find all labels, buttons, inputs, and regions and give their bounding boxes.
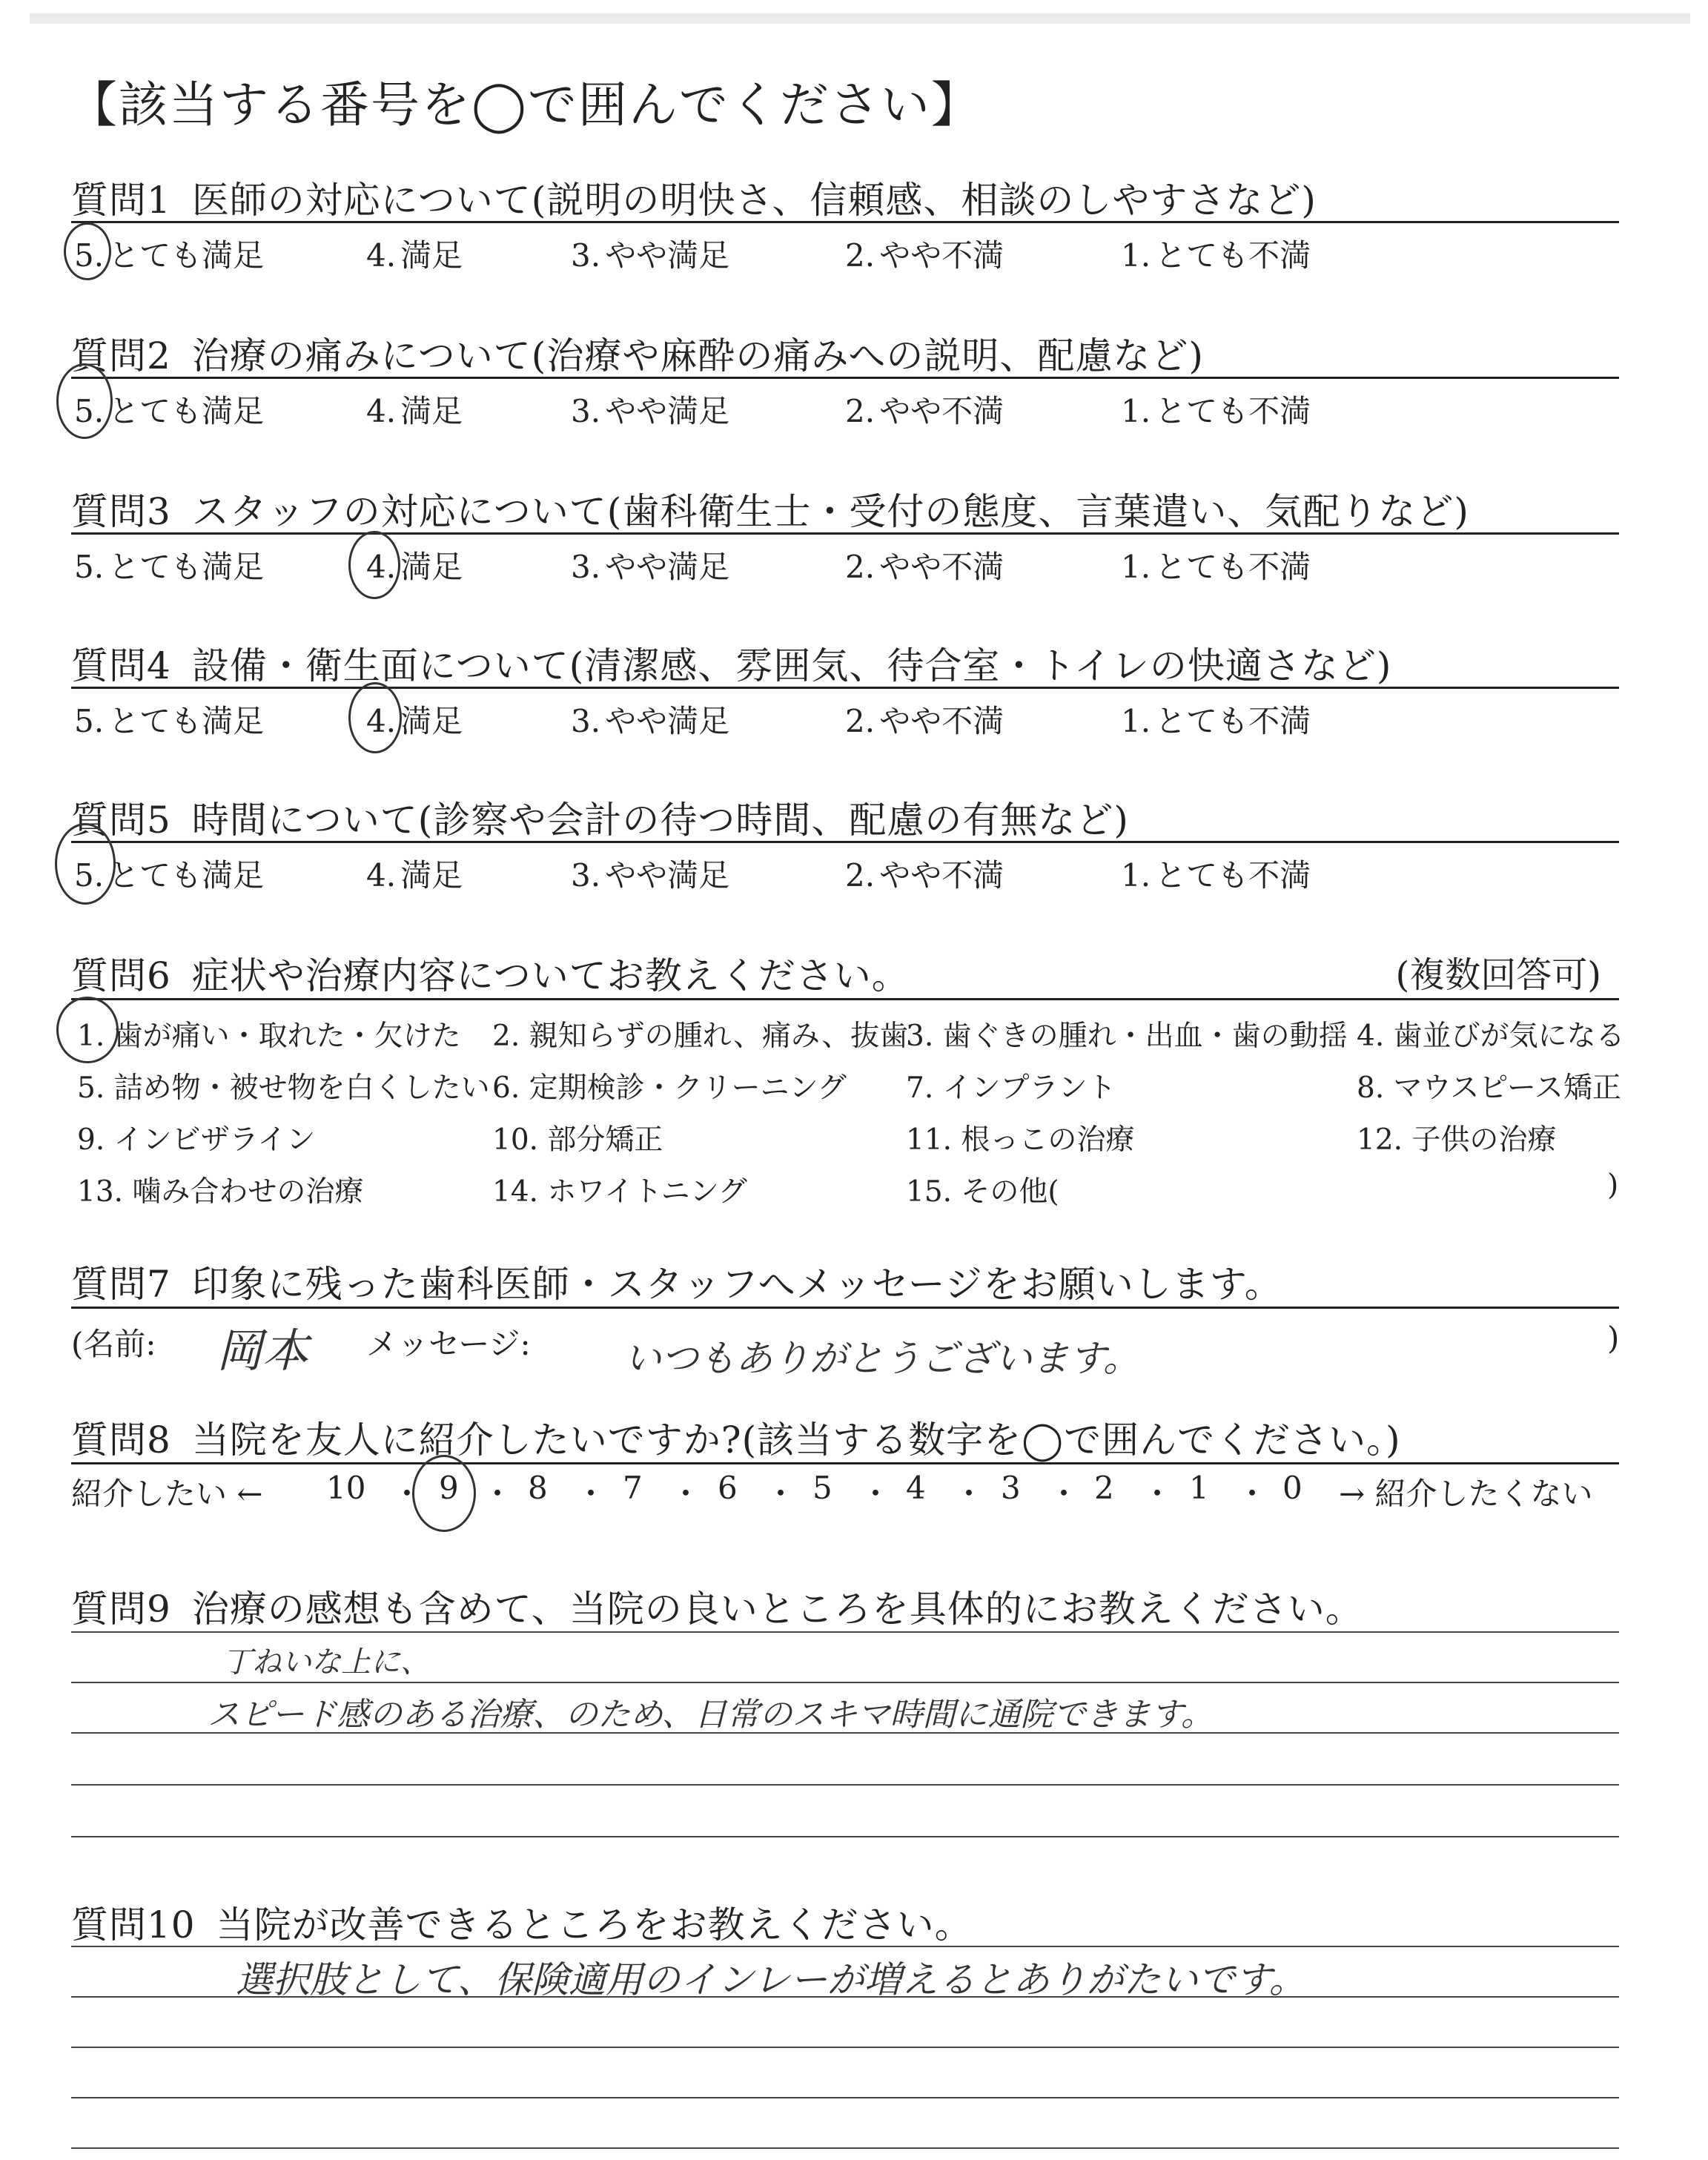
scale-number-1[interactable]: 1 [1189, 1470, 1209, 1506]
q6-option[interactable]: 10. 部分矯正 [492, 1123, 663, 1157]
q6-option[interactable]: 7. インプラント [906, 1071, 1116, 1105]
q2-option-2[interactable]: 2. やや不満 [845, 393, 1004, 429]
question-text: 医師の対応について(説明の明快さ、信頼感、相談のしやすさなど) [191, 179, 1317, 222]
selected-circle-q1 [64, 222, 111, 280]
answer-line [71, 1836, 1619, 1837]
scale-separator: ・ [953, 1476, 985, 1512]
question-label: 質問1 [71, 179, 171, 222]
q3-option-2[interactable]: 2. やや不満 [845, 549, 1004, 585]
q5-option-1[interactable]: 1. とても不満 [1121, 857, 1311, 894]
question-6 [71, 946, 910, 1000]
rule-line [71, 1307, 1619, 1309]
q5-option-2[interactable]: 2. やや不満 [845, 857, 1004, 894]
selected-circle-q3 [348, 531, 400, 599]
answer-line [71, 1784, 1619, 1786]
answer-line [71, 1682, 1619, 1683]
scale-number-9[interactable]: 9 [439, 1470, 459, 1506]
selected-circle-q5 [55, 823, 116, 905]
rule-line [71, 377, 1619, 379]
scale-separator: ・ [482, 1476, 514, 1512]
message-label: メッセージ: [366, 1326, 531, 1362]
scale-number-7[interactable]: 7 [623, 1470, 643, 1506]
handwritten-name[interactable]: 岡本 [216, 1324, 309, 1378]
rule-line [71, 221, 1619, 223]
q6-option[interactable]: 3. 歯ぐきの腫れ・出血・歯の動揺 [906, 1020, 1348, 1053]
scale-separator: ・ [765, 1476, 797, 1512]
question-label: 質問5 [71, 799, 171, 842]
question-label: 質問6 [71, 954, 171, 997]
scale-separator: ・ [1048, 1476, 1080, 1512]
q6-option[interactable]: 2. 親知らずの腫れ、痛み、抜歯 [492, 1020, 909, 1053]
q5-option-4[interactable]: 4. 満足 [366, 857, 463, 894]
question-text: 当院を友人に紹介したいですか?(該当する数字を◯で囲んでください。) [191, 1418, 1401, 1462]
q6-other-close: ) [1607, 1169, 1619, 1202]
q4-option-5[interactable]: 5. とても満足 [74, 703, 265, 739]
q6-option[interactable]: 1. 歯が痛い・取れた・欠けた [77, 1020, 461, 1053]
q3-option-3[interactable]: 3. やや満足 [571, 549, 730, 585]
q1-option-5[interactable]: 5. とても満足 [74, 237, 265, 274]
q1-option-1[interactable]: 1. とても不満 [1121, 237, 1311, 274]
scale-number-0[interactable]: 0 [1282, 1470, 1302, 1506]
scale-separator: ・ [575, 1476, 607, 1512]
q6-option[interactable]: 9. インビザライン [77, 1123, 316, 1157]
q5-option-3[interactable]: 3. やや満足 [571, 857, 730, 894]
rule-line [71, 532, 1619, 535]
q3-option-1[interactable]: 1. とても不満 [1121, 549, 1311, 585]
question-text: 当院が改善できるところをお教えください。 [216, 1903, 973, 1946]
q6-option[interactable]: 6. 定期検診・クリーニング [492, 1071, 847, 1105]
question-4 [71, 636, 1391, 690]
selected-circle-q2 [56, 363, 113, 439]
q3-option-4[interactable]: 4. 満足 [366, 549, 463, 585]
scale-number-3[interactable]: 3 [1001, 1470, 1021, 1506]
scale-separator: ・ [1142, 1476, 1174, 1512]
question-5 [71, 790, 1129, 844]
q4-option-3[interactable]: 3. やや満足 [571, 703, 730, 739]
q1-option-3[interactable]: 3. やや満足 [571, 237, 730, 274]
question-text: 症状や治療内容についてお教えください。 [191, 954, 910, 997]
question-label: 質問4 [71, 644, 171, 687]
scale-separator: ・ [860, 1476, 892, 1512]
q6-option[interactable]: 12. 子供の治療 [1357, 1123, 1557, 1157]
question-label: 質問2 [71, 334, 171, 377]
question-text: 時間について(診察や会計の待つ時間、配慮の有無など) [191, 799, 1129, 842]
q1-option-4[interactable]: 4. 満足 [366, 237, 463, 274]
q1-option-2[interactable]: 2. やや不満 [845, 237, 1004, 274]
q6-option[interactable]: 15. その他( [906, 1175, 1059, 1209]
question-label: 質問8 [71, 1418, 171, 1462]
scale-number-4[interactable]: 4 [906, 1470, 926, 1506]
q6-option[interactable]: 4. 歯並びが気になる [1357, 1020, 1625, 1053]
multiple-answer-note: (複数回答可) [1395, 954, 1601, 996]
scale-number-5[interactable]: 5 [812, 1470, 833, 1506]
question-label: 質問3 [71, 490, 171, 533]
rule-line [71, 998, 1619, 1000]
question-1 [71, 171, 1317, 224]
q4-option-4[interactable]: 4. 満足 [366, 703, 463, 739]
scale-number-2[interactable]: 2 [1094, 1470, 1114, 1506]
question-label: 質問10 [71, 1903, 196, 1946]
q4-option-1[interactable]: 1. とても不満 [1121, 703, 1311, 739]
scale-number-8[interactable]: 8 [528, 1470, 548, 1506]
scale-number-6[interactable]: 6 [718, 1470, 738, 1506]
selected-circle-q6 [56, 997, 119, 1063]
scale-separator: ・ [670, 1476, 702, 1512]
rule-line [71, 1462, 1619, 1464]
name-label: (名前: [71, 1326, 156, 1362]
answer-line [71, 2097, 1619, 2098]
selected-circle-q8 [412, 1455, 476, 1532]
scale-number-10[interactable]: 10 [326, 1470, 366, 1506]
q6-option[interactable]: 11. 根っこの治療 [906, 1123, 1135, 1157]
q6-option[interactable]: 14. ホワイトニング [492, 1175, 747, 1209]
q4-option-2[interactable]: 2. やや不満 [845, 703, 1004, 739]
question-text: 治療の痛みについて(治療や麻酔の痛みへの説明、配慮など) [191, 334, 1204, 377]
answer-line [71, 2147, 1619, 2149]
handwritten-answer-q10[interactable]: 選択肢として、保険適用のインレーが増えるとありがたいです。 [236, 1958, 1306, 2001]
question-text: 治療の感想も含めて、当院の良いところを具体的にお教えください。 [191, 1588, 1363, 1631]
page-title: 【該当する番号を◯で囲んでください】 [68, 76, 982, 133]
q6-option[interactable]: 13. 噛み合わせの治療 [77, 1175, 364, 1209]
q6-option[interactable]: 5. 詰め物・被せ物を白くしたい [77, 1071, 490, 1105]
question-label: 質問9 [71, 1588, 171, 1631]
scale-separator: ・ [391, 1476, 423, 1512]
question-3 [71, 482, 1469, 535]
handwritten-answer-q9-line2[interactable]: スピード感のある治療、のため、日常のスキマ時間に通院できます。 [208, 1696, 1214, 1734]
q2-option-4[interactable]: 4. 満足 [366, 393, 463, 429]
question-text: 印象に残った歯科医師・スタッフへメッセージをお願いします。 [191, 1263, 1282, 1306]
question-text: 設備・衛生面について(清潔感、雰囲気、待合室・トイレの快適さなど) [191, 644, 1392, 687]
scan-top-band [30, 13, 1690, 24]
scale-right-label: → 紹介したくない [1339, 1476, 1593, 1512]
question-text: スタッフの対応について(歯科衛生士・受付の態度、言葉遣い、気配りなど) [191, 490, 1469, 533]
answer-line [71, 1946, 1619, 1947]
question-9 [71, 1579, 1363, 1633]
question-2 [71, 326, 1204, 380]
question-10 [71, 1895, 973, 1949]
q3-option-5[interactable]: 5. とても満足 [74, 549, 265, 585]
question-label: 質問7 [71, 1263, 171, 1306]
q6-option[interactable]: 8. マウスピース矯正 [1357, 1071, 1621, 1105]
rule-line [71, 841, 1619, 843]
message-close: ) [1607, 1320, 1620, 1356]
q5-option-5[interactable]: 5. とても満足 [74, 857, 265, 894]
q2-option-5[interactable]: 5. とても満足 [74, 393, 265, 429]
handwritten-message[interactable]: いつもありがとうございます。 [624, 1337, 1140, 1380]
answer-line [71, 2047, 1619, 2048]
q2-option-1[interactable]: 1. とても不満 [1121, 393, 1311, 429]
scale-left-label: 紹介したい ← [71, 1476, 263, 1512]
question-7 [71, 1255, 1282, 1308]
handwritten-answer-q9-line1[interactable]: 丁ねいな上に、 [222, 1645, 430, 1680]
q2-option-3[interactable]: 3. やや満足 [571, 393, 730, 429]
rule-line [71, 687, 1619, 689]
answer-line [71, 1631, 1619, 1633]
selected-circle-q4 [348, 682, 402, 753]
scale-separator: ・ [1237, 1476, 1268, 1512]
question-8 [71, 1410, 1401, 1464]
